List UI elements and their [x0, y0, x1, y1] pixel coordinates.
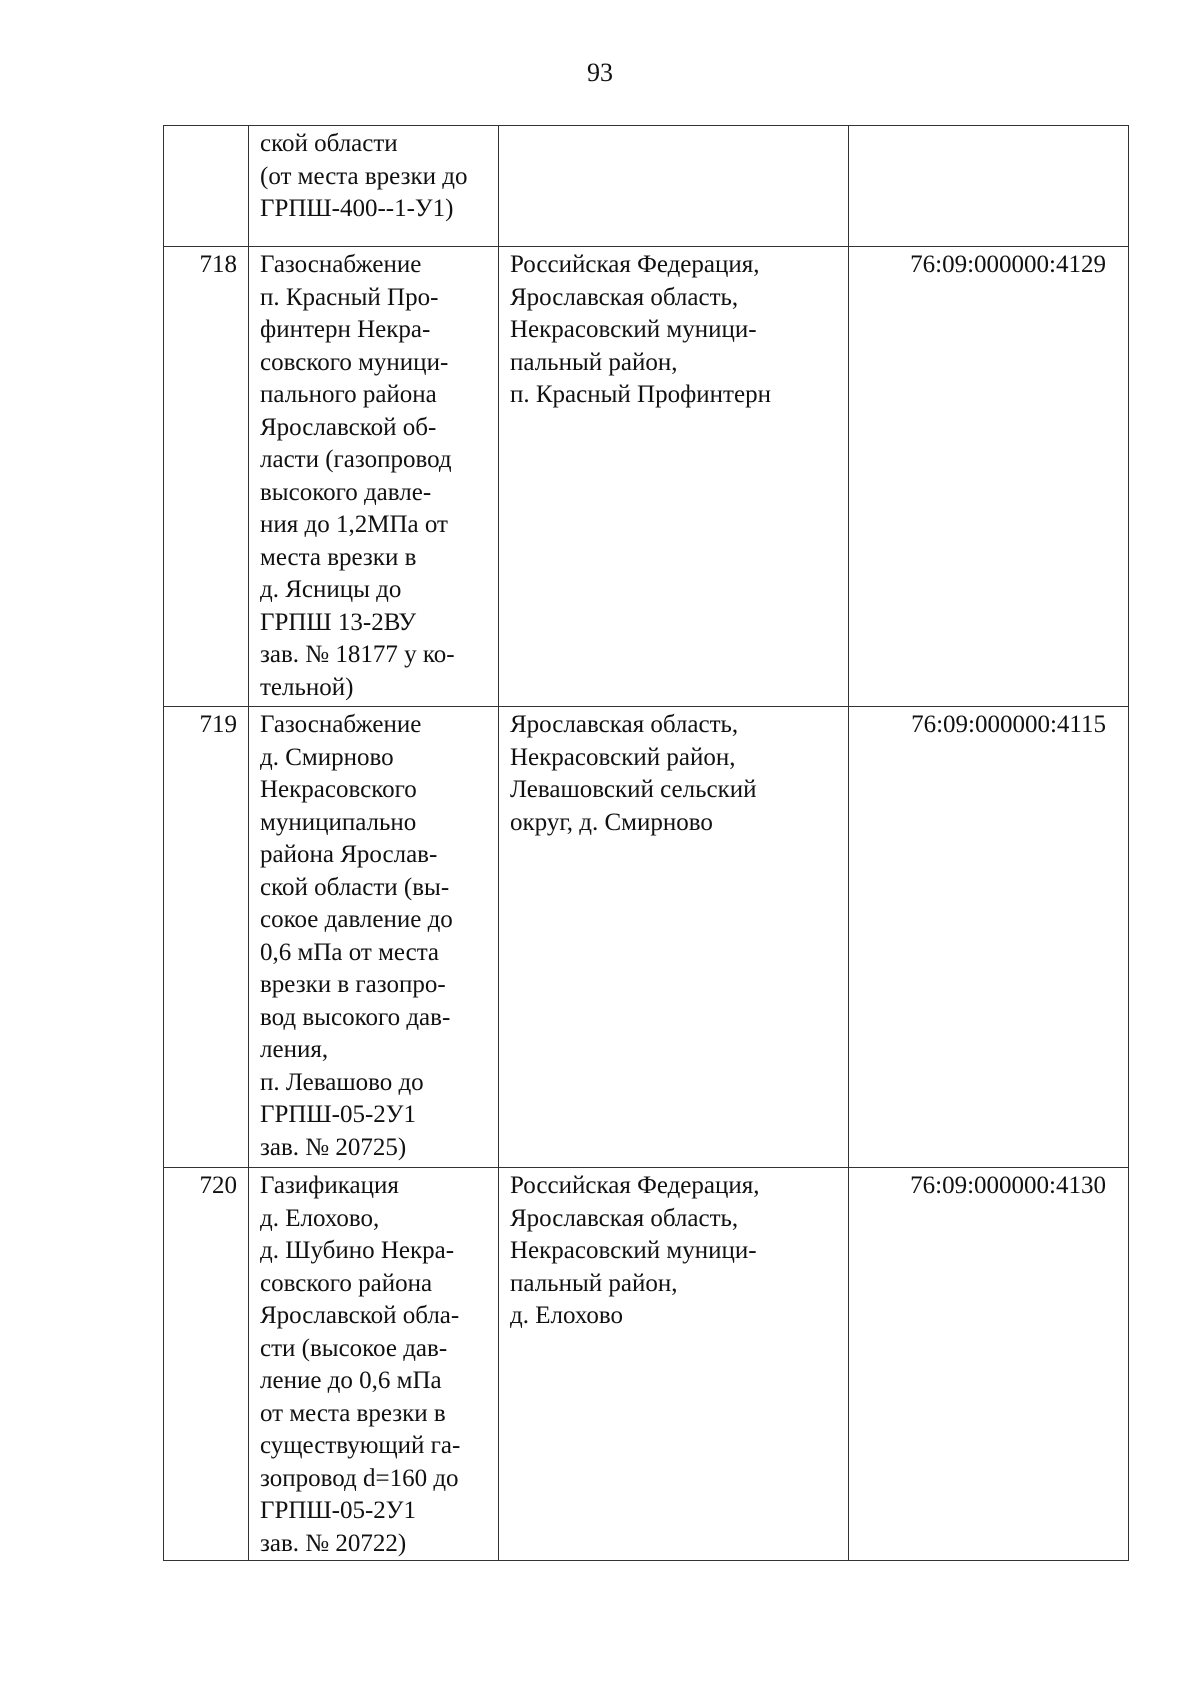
cell-text-line: Российская Федерация,: [510, 1172, 760, 1199]
cell-text-line: от места врезки в: [260, 1399, 446, 1427]
cell-text-line: Ярославской обла-: [260, 1302, 460, 1329]
cell-text-line: района Ярослав-: [260, 841, 438, 868]
cell-text-line: п. Левашово до: [260, 1068, 424, 1096]
cell-text-line: зав. № 20722): [260, 1529, 407, 1557]
cell-text-line: зав. № 20725): [260, 1133, 407, 1161]
cell-text-line: 0,6 мПа от места: [260, 938, 440, 966]
cell-text-line: д. Ясницы до: [260, 576, 402, 603]
cell-text-line: Некрасовский муници-: [510, 316, 757, 343]
cell-text-line: сти (высокое дав-: [260, 1334, 448, 1362]
page-number: 93: [587, 58, 613, 87]
cell-text-line: Российская Федерация,: [510, 251, 760, 278]
cell-text-line: (от места врезки до: [260, 162, 468, 190]
cell-text-line: места врезки в: [260, 543, 417, 571]
cell-text-line: Некрасовский район,: [510, 743, 736, 771]
cell-text-line: ГРПШ 13-2ВУ: [260, 608, 417, 636]
cell-text-line: ления,: [260, 1036, 329, 1063]
cell-text-line: д. Смирново: [260, 743, 394, 771]
cell-text-line: пальный район,: [510, 348, 678, 376]
cell-text-line: Газоснабжение: [260, 251, 422, 278]
cadastral-number-cell: 76:09:000000:4115: [849, 707, 1129, 1168]
cell-text-line: вод высокого дав-: [260, 1003, 451, 1031]
row-number-cell: [164, 126, 249, 247]
cell-text-line: Левашовский сельский: [510, 776, 757, 803]
cell-text-line: ния до 1,2МПа от: [260, 511, 448, 538]
table-row: [164, 126, 1129, 247]
cell-text-line: ление до 0,6 мПа: [260, 1367, 442, 1394]
cell-text-line: Газоснабжение: [260, 711, 422, 738]
object-name-cell: [249, 707, 499, 1168]
cell-text-line: ГРПШ-400--1-У1): [260, 195, 454, 222]
cadastral-number-cell: 76:09:000000:4130: [849, 1168, 1129, 1561]
cell-text-line: ской области: [260, 130, 398, 157]
cell-text-line: муниципально: [260, 808, 417, 836]
cell-text-line: Ярославская область,: [510, 1204, 739, 1232]
cell-text-line: зав. № 18177 у ко-: [260, 641, 455, 668]
cell-text-line: д. Елохово: [510, 1302, 624, 1329]
object-name-cell: [249, 247, 499, 707]
cell-text-line: финтерн Некра-: [260, 316, 431, 343]
cell-text-line: ласти (газопровод: [260, 446, 452, 473]
cell-text-line: ГРПШ-05-2У1: [260, 1497, 416, 1524]
cell-text-line: сокое давление до: [260, 906, 453, 933]
cell-text-line: п. Красный Про-: [260, 283, 439, 311]
cell-text-line: ГРПШ-05-2У1: [260, 1101, 416, 1128]
address-cell: [499, 1168, 849, 1561]
cell-text-line: врезки в газопро-: [260, 971, 446, 998]
cadastral-number-cell: 76:09:000000:4129: [849, 247, 1129, 707]
row-number-cell: 718: [164, 247, 249, 707]
cell-text-line: д. Елохово,: [260, 1204, 380, 1232]
cell-text-line: совского муници-: [260, 348, 449, 376]
cell-text-line: Ярославская область,: [510, 711, 739, 738]
cell-text-line: совского района: [260, 1269, 433, 1297]
cell-text-line: пального района: [260, 381, 437, 408]
cell-text-line: существующий га-: [260, 1432, 461, 1459]
table-row: [164, 707, 1129, 1168]
cell-text-line: тельной): [260, 673, 354, 701]
cell-text-line: пальный район,: [510, 1269, 678, 1297]
cell-text-line: п. Красный Профинтерн: [510, 381, 771, 408]
table-row: [164, 247, 1129, 707]
row-number-cell: 720: [164, 1168, 249, 1561]
cadastral-number-cell: [849, 126, 1129, 247]
cell-text-line: округ, д. Смирново: [510, 808, 713, 836]
cell-text-line: Некрасовский муници-: [510, 1237, 757, 1264]
address-cell: [499, 707, 849, 1168]
address-cell: [499, 126, 849, 247]
object-name-cell: [249, 126, 499, 247]
registry-table: [163, 125, 1129, 1561]
cell-text-line: высокого давле-: [260, 478, 432, 506]
cell-text-line: д. Шубино Некра-: [260, 1237, 455, 1264]
cell-text-line: зопровод d=160 до: [260, 1464, 459, 1492]
table-row: [164, 1168, 1129, 1561]
cell-text-line: Некрасовского: [260, 776, 417, 803]
cell-text-line: Ярославской об-: [260, 413, 437, 441]
cell-text-line: Газификация: [260, 1172, 399, 1199]
cell-text-line: Ярославская область,: [510, 283, 739, 311]
address-cell: [499, 247, 849, 707]
row-number-cell: 719: [164, 707, 249, 1168]
cell-text-line: ской области (вы-: [260, 873, 450, 901]
object-name-cell: [249, 1168, 499, 1561]
